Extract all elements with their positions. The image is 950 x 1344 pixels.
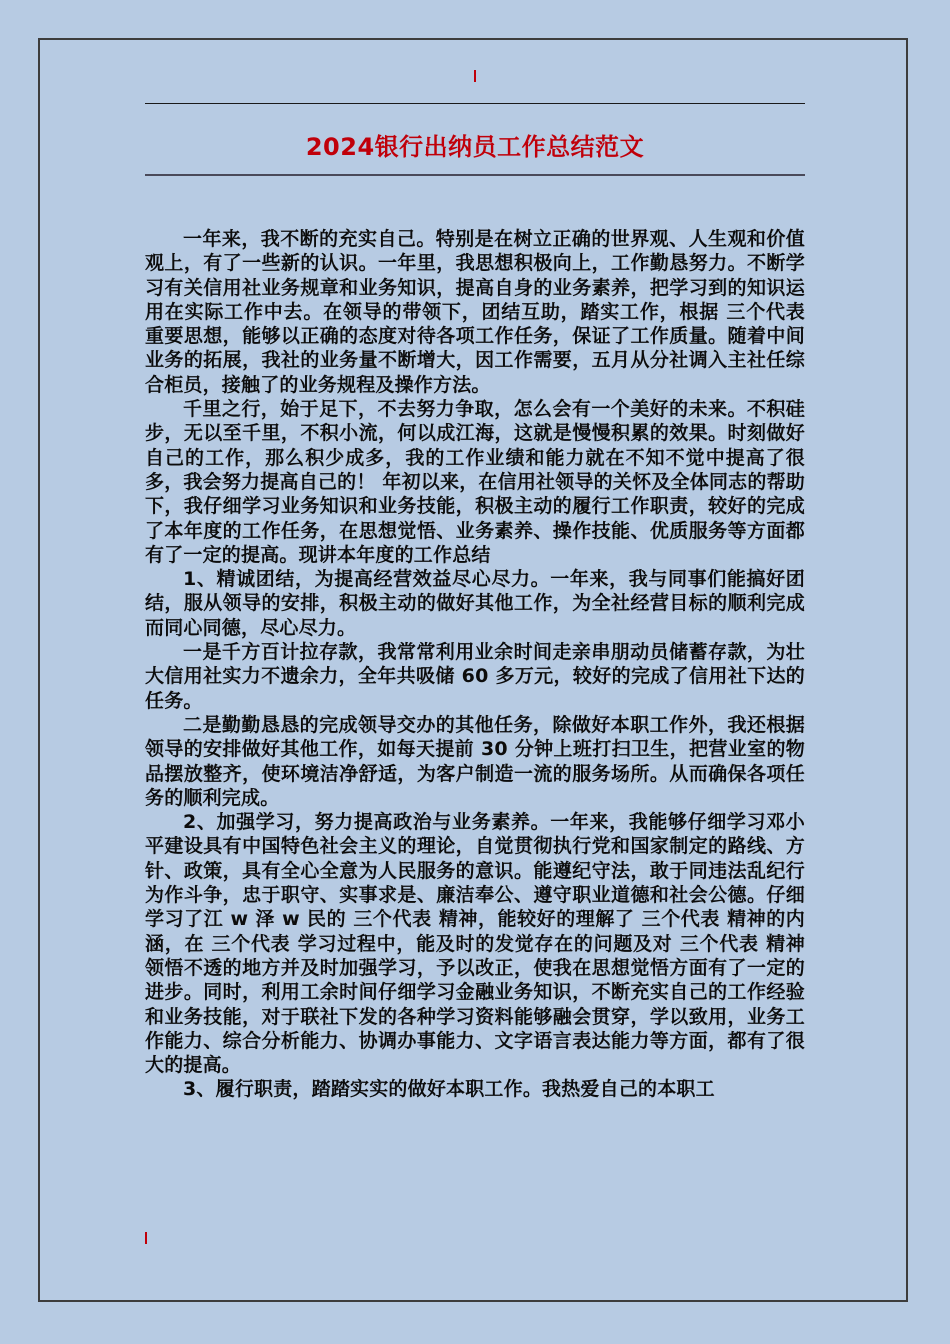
document-title: 2024银行出纳员工作总结范文 xyxy=(305,133,645,161)
document-body xyxy=(145,227,805,1102)
bottom-mark xyxy=(145,1232,147,1244)
paragraph-study: 2、加强学习，努力提高政治与业务素养。一年来，我能够仔细学习邓小平建设具有中国特色社会主义的理论，自觉贯彻执行党和国家制定的路线、方针、政策，具有全心全意为人民服务的意识。能遵纪守法，敢于同违法乱纪行为作斗争，忠于职守、实事求是、廉洁奉公、遵守职业道德和社会公德。仔细学习了江 w 泽 w 民的 三个代表 精神，能较好的理解了 三个代表 精神的内涵，在 三个代表 学习过程中，能及时的发觉存在的问题及对 三个代表 精神领悟不透的地方并及时加强学习，予以改正，使我在思想觉悟方面有了一定的进步。同时，利用工余时间仔细学习金融业务知识，不断充实自己的工作经验和业务技能，对于联社下发的各种学习资料能够融会贯穿，学以致用，业务工作能力、综合分析能力、协调办事能力、文字语言表达能力等方面，都有了很大的提高。 xyxy=(145,811,805,1077)
title-underline xyxy=(145,174,805,176)
paragraph-duties: 3、履行职责，踏踏实实的做好本职工作。我热爱自己的本职工 xyxy=(183,1078,715,1101)
paragraph-unity: 1、精诚团结，为提高经营效益尽心尽力。一年来，我与同事们能搞好团结，服从领导的安排，积极主动的做好其他工作，为全社经营目标的顺利完成而同心同德，尽心尽力。 xyxy=(145,568,805,639)
header-rule xyxy=(145,103,805,104)
paragraph-intro: 一年来，我不断的充实自己。特别是在树立正确的世界观、人生观和价值观上，有了一些新的认识。一年里，我思想积极向上，工作勤恳努力。不断学习有关信用社业务规章和业务知识，提高自身的业务素养，把学习到的知识运用在实际工作中去。在领导的带领下，团结互助，踏实工作，根据 三个代表 重要思想，能够以正确的态度对待各项工作任务，保证了工作质量。随着中间业务的拓展，我社的业务量不断增大，因工作需要，五月从分社调入主社任综合柜员，接触了的业务规程及操作方法。 xyxy=(145,228,805,396)
paragraph-other-tasks: 二是勤勤恳恳的完成领导交办的其他任务，除做好本职工作外，我还根据领导的安排做好其他工作，如每天提前 30 分钟上班打扫卫生，把营业室的物品摆放整齐，使环境洁净舒适，为客户制造一流的服务场所。从而确保各项任务的顺利完成。 xyxy=(145,713,805,809)
paragraph-progress: 千里之行，始于足下，不去努力争取，怎么会有一个美好的未来。不积硅步，无以至千里，不积小流，何以成江海，这就是慢慢积累的效果。时刻做好自己的工作，那么积少成多，我的工作业绩和能力就在不知不觉中提高了很多，我会努力提高自己的！ 年初以来，在信用社领导的关怀及全体同志的帮助下，我仔细学习业务知识和业务技能，积极主动的履行工作职责，较好的完成了本年度的工作任务，在思想觉悟、业务素养、操作技能、优质服务等方面都有了一定的提高。现讲本年度的工作总结 xyxy=(145,398,805,566)
paragraph-deposits: 一是千方百计拉存款，我常常利用业余时间走亲串朋动员储蓄存款，为壮大信用社实力不遗余力，全年共吸储 60 多万元，较好的完成了信用社下达的任务。 xyxy=(145,641,805,712)
top-mark xyxy=(474,70,476,82)
